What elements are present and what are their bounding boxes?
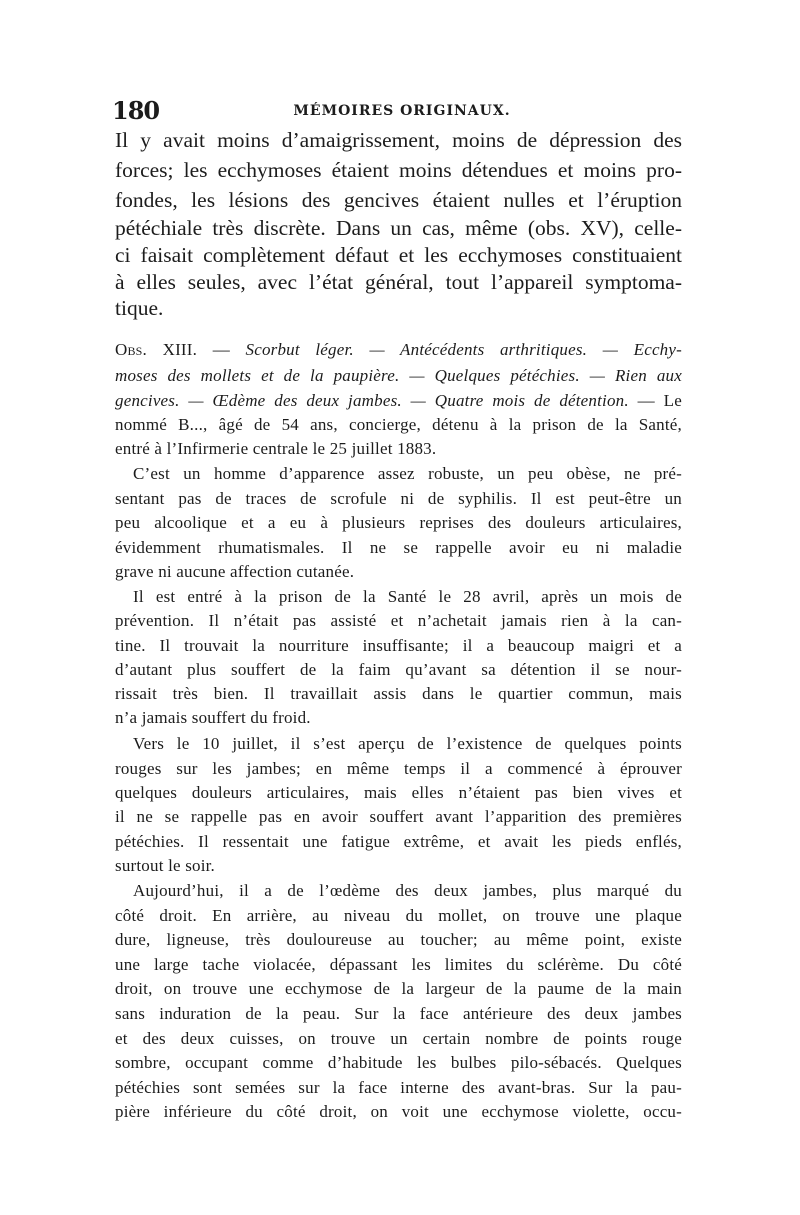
obs-title-part: Scorbut léger. — Antécédents arthritiques. — Ecchy- [245, 340, 682, 359]
text-line: prévention. Il n’était pas assisté et n’achetait jamais rien à la can- [115, 611, 682, 630]
text-line: surtout le soir. [115, 856, 216, 875]
text-line: côté droit. En arrière, au niveau du mollet, on trouve une plaque [115, 906, 682, 925]
text-line: pétéchies. Il ressentait une fatigue extrême, et avait les pieds enflés, [115, 832, 682, 851]
text-line: pétéchiale très discrète. Dans un cas, même (obs. XV), celle- [115, 216, 682, 240]
text-line: rissait très bien. Il travaillait assis dans le quartier commun, mais [115, 684, 682, 703]
text-line: grave ni aucune affection cutanée. [115, 562, 355, 581]
text-line: à elles seules, avec l’état général, tout l’appareil symptoma- [115, 270, 682, 294]
obs-title-line: moses des mollets et de la paupière. — Quelques pétéchies. — Rien aux [115, 366, 682, 385]
obs-title-line [115, 391, 682, 411]
obs-label: Obs. XIII. — [115, 340, 230, 359]
page-number: 180 [112, 96, 160, 125]
text-line: Vers le 10 juillet, il s’est aperçu de l’existence de quelques points [133, 734, 682, 753]
text-line: forces; les ecchymoses étaient moins détendues et moins pro- [115, 158, 682, 182]
text-line: ci faisait complètement défaut et les ecchymoses constituaient [115, 243, 682, 267]
text-line: Aujourd’hui, il a de l’œdème des deux jambes, plus marqué du [133, 881, 682, 900]
text-line: C’est un homme d’apparence assez robuste, un peu obèse, ne pré- [133, 464, 682, 483]
text-line: Il y avait moins d’amaigrissement, moins de dépression des [115, 128, 682, 152]
text-line: pétéchies sont semées sur la face interne des avant-bras. Sur la pau- [115, 1078, 682, 1097]
obs-title-tail: — Le [628, 391, 682, 410]
text-line: une large tache violacée, dépassant les limites du sclérème. Du côté [115, 955, 682, 974]
text-line: d’autant plus souffert de la faim qu’avant sa détention il se nour- [115, 660, 682, 679]
text-line: pière inférieure du côté droit, on voit une ecchymose violette, occu- [115, 1102, 682, 1121]
text-line: il ne se rappelle pas en avoir souffert avant l’apparition des premières [115, 807, 682, 826]
obs-title-part: gencives. — Œdème des deux jambes. — Quatre mois de détention. [115, 391, 629, 410]
text-line: quelques douleurs articulaires, mais elles n’étaient pas bien vives et [115, 783, 682, 802]
obs-text-line: entré à l’Infirmerie centrale le 25 juillet 1883. [115, 439, 437, 458]
text-line: rouges sur les jambes; en même temps il a commencé à éprouver [115, 759, 682, 778]
text-line: dure, ligneuse, très douloureuse au toucher; au même point, existe [115, 930, 682, 949]
text-line: et des deux cuisses, on trouve un certain nombre de points rouge [115, 1029, 682, 1048]
text-line: Il est entré à la prison de la Santé le 28 avril, après un mois de [133, 587, 682, 606]
text-line: tique. [115, 296, 164, 320]
running-head: MÉMOIRES ORIGINAUX. [293, 103, 511, 119]
obs-title-line [115, 340, 682, 360]
text-line: sans induration de la peau. Sur la face antérieure des deux jambes [115, 1004, 682, 1023]
text-line: évidemment rhumatismales. Il ne se rappelle avoir eu ni maladie [115, 538, 682, 557]
text-line: n’a jamais souffert du froid. [115, 708, 311, 727]
text-line: sombre, occupant comme d’habitude les bulbes pilo-sébacés. Quelques [115, 1053, 682, 1072]
text-line: peu alcoolique et a eu à plusieurs reprises des douleurs articulaires, [115, 513, 682, 532]
text-line: tine. Il trouvait la nourriture insuffisante; il a beaucoup maigri et a [115, 636, 682, 655]
page-header [112, 96, 692, 126]
text-line: droit, on trouve une ecchymose de la largeur de la paume de la main [115, 979, 682, 998]
text-line: sentant pas de traces de scrofule ni de syphilis. Il est peut-être un [115, 489, 682, 508]
text-line: fondes, les lésions des gencives étaient nulles et l’éruption [115, 188, 682, 212]
obs-text-line: nommé B..., âgé de 54 ans, concierge, détenu à la prison de la Santé, [115, 415, 682, 434]
